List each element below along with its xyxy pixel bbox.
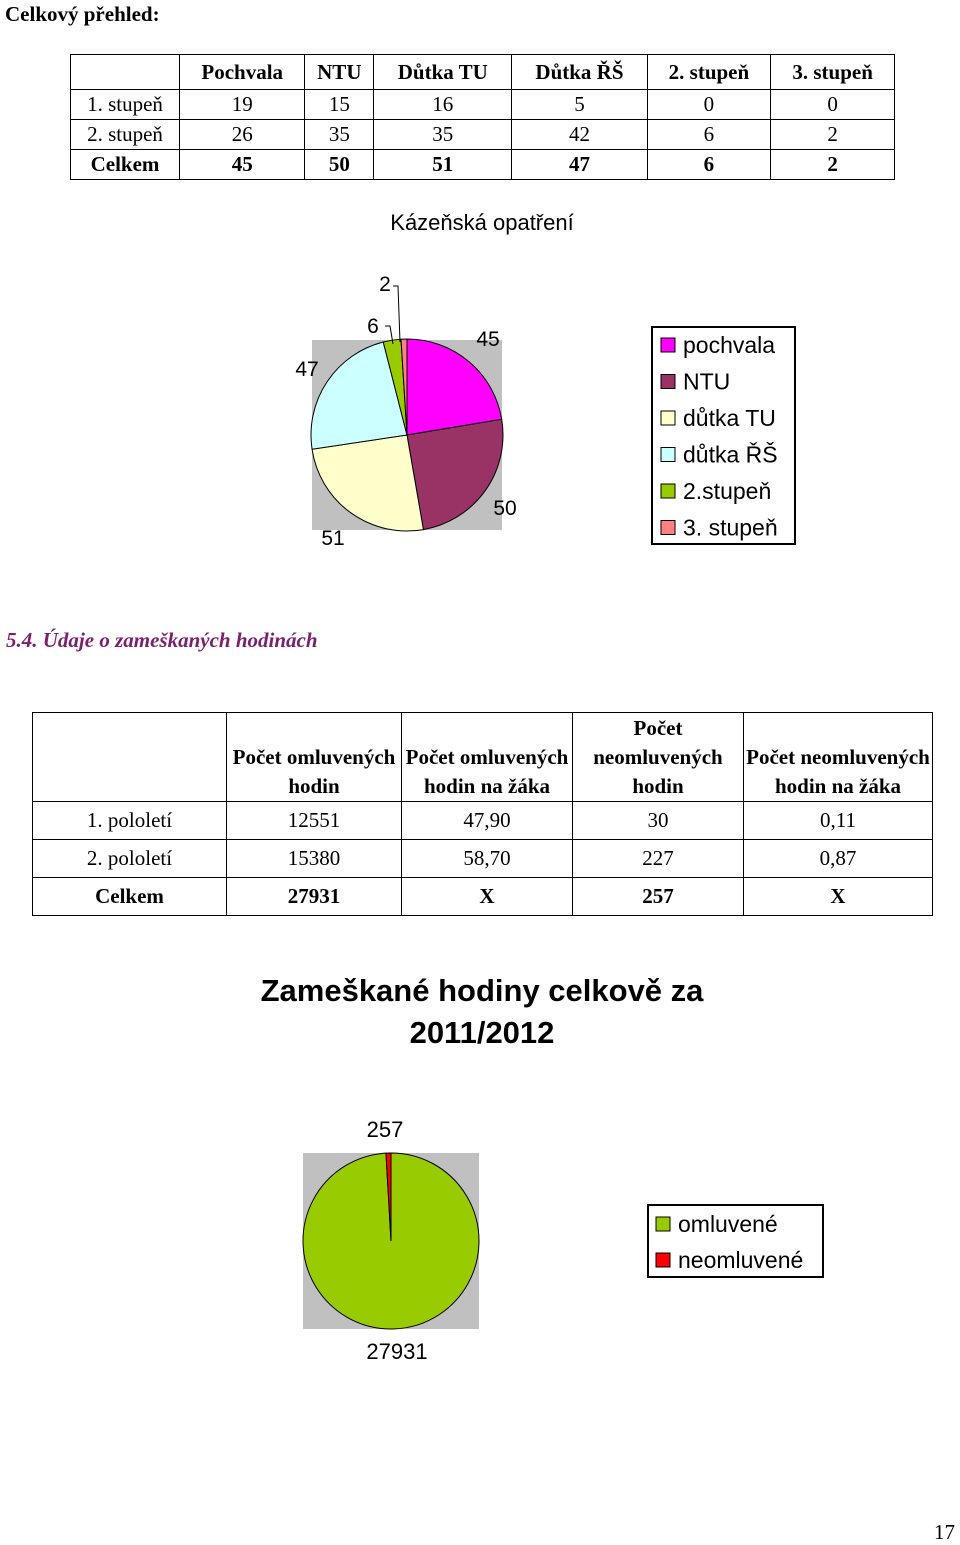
table-cell: 26 xyxy=(180,120,305,150)
data-label: 27931 xyxy=(366,1339,428,1364)
table-cell: 30 xyxy=(573,802,744,840)
data-label: 50 xyxy=(493,497,517,520)
legend-swatch xyxy=(661,411,675,425)
table-cell: 12551 xyxy=(227,802,402,840)
legend-label: důtka TU xyxy=(683,405,776,431)
discipline-pie-chart xyxy=(0,0,960,600)
legend-swatch xyxy=(661,338,675,352)
table-cell: 5 xyxy=(512,90,647,120)
legend-label: neomluvené xyxy=(678,1247,804,1273)
table-header-row xyxy=(33,713,933,802)
table-total-row xyxy=(33,878,933,916)
page-heading: Celkový přehled: xyxy=(5,2,160,26)
legend-label: 3. stupeň xyxy=(683,514,778,541)
row-label: 1. pololetí xyxy=(33,802,227,840)
chart2-title: Zameškané hodiny celkově za 2011/2012 xyxy=(260,973,704,1050)
row-label: Celkem xyxy=(71,150,180,180)
data-label: 6 xyxy=(367,315,379,338)
legend-swatch xyxy=(656,1217,670,1231)
data-label: 257 xyxy=(366,1117,404,1142)
table-cell: 47,90 xyxy=(402,802,573,840)
table-cell: 0 xyxy=(771,90,895,120)
header-cell: 3. stupeň xyxy=(771,55,895,90)
data-label: 2 xyxy=(379,273,391,296)
page-number: 17 xyxy=(934,1520,955,1544)
header-cell: NTU xyxy=(305,55,374,90)
header-cell: 2. stupeň xyxy=(647,55,771,90)
legend-swatch xyxy=(661,448,675,462)
table-cell: 35 xyxy=(374,120,512,150)
table-cell: 257 xyxy=(573,878,744,916)
header-cell: Počet neomluvených hodin xyxy=(573,713,744,802)
table-cell: 51 xyxy=(374,150,512,180)
header-cell: Počet neomluvených hodin na žáka xyxy=(744,713,933,802)
row-label: 1. stupeň xyxy=(71,90,180,120)
table-cell: 35 xyxy=(305,120,374,150)
table-cell: 47 xyxy=(512,150,647,180)
table-cell: 6 xyxy=(647,150,771,180)
legend-label: 2.stupeň xyxy=(683,478,772,504)
absence-pie-chart xyxy=(0,1100,960,1390)
table-cell: 16 xyxy=(374,90,512,120)
table-cell: 2 xyxy=(771,150,895,180)
table-cell: 50 xyxy=(305,150,374,180)
table-cell: 45 xyxy=(180,150,305,180)
header-cell: Pochvala xyxy=(180,55,305,90)
table-cell: 0,11 xyxy=(744,802,933,840)
data-label: 47 xyxy=(295,358,319,381)
legend-swatch xyxy=(661,375,675,389)
table-cell: 227 xyxy=(573,840,744,878)
table-cell: X xyxy=(744,878,933,916)
header-cell: Důtka TU xyxy=(374,55,512,90)
legend-swatch xyxy=(656,1253,670,1267)
data-label: 51 xyxy=(321,527,345,550)
row-label: 2. pololetí xyxy=(33,840,227,878)
row-label: 2. stupeň xyxy=(71,120,180,150)
header-cell: Počet omluvených hodin na žáka xyxy=(402,713,573,802)
chart1-title: Kázeňská opatření xyxy=(390,210,574,235)
table-row xyxy=(33,840,933,878)
legend-label: důtka ŘŠ xyxy=(683,441,778,468)
header-cell: Důtka ŘŠ xyxy=(512,55,647,90)
legend-swatch xyxy=(661,484,675,498)
table-cell: 15380 xyxy=(227,840,402,878)
legend-label: pochvala xyxy=(683,332,776,358)
table-cell: 58,70 xyxy=(402,840,573,878)
leader-line xyxy=(393,286,400,342)
table-cell: 6 xyxy=(647,120,771,150)
table-cell: 0 xyxy=(647,90,771,120)
table-cell: 15 xyxy=(305,90,374,120)
row-label: Celkem xyxy=(33,878,227,916)
table-cell: 2 xyxy=(771,120,895,150)
header-cell: Počet omluvených hodin xyxy=(227,713,402,802)
data-label: 45 xyxy=(476,328,500,351)
section-heading: 5.4. Údaje o zameškaných hodinách xyxy=(6,628,318,652)
absence-table xyxy=(32,712,933,916)
table-cell: 42 xyxy=(512,120,647,150)
legend-label: NTU xyxy=(683,368,731,395)
table-row xyxy=(33,802,933,840)
legend-label: omluvené xyxy=(678,1211,778,1237)
table-cell: 0,87 xyxy=(744,840,933,878)
table-cell: 19 xyxy=(180,90,305,120)
legend-swatch xyxy=(661,521,675,535)
table-cell: X xyxy=(402,878,573,916)
legend xyxy=(652,327,795,544)
header-cell xyxy=(33,713,227,802)
table-cell: 27931 xyxy=(227,878,402,916)
